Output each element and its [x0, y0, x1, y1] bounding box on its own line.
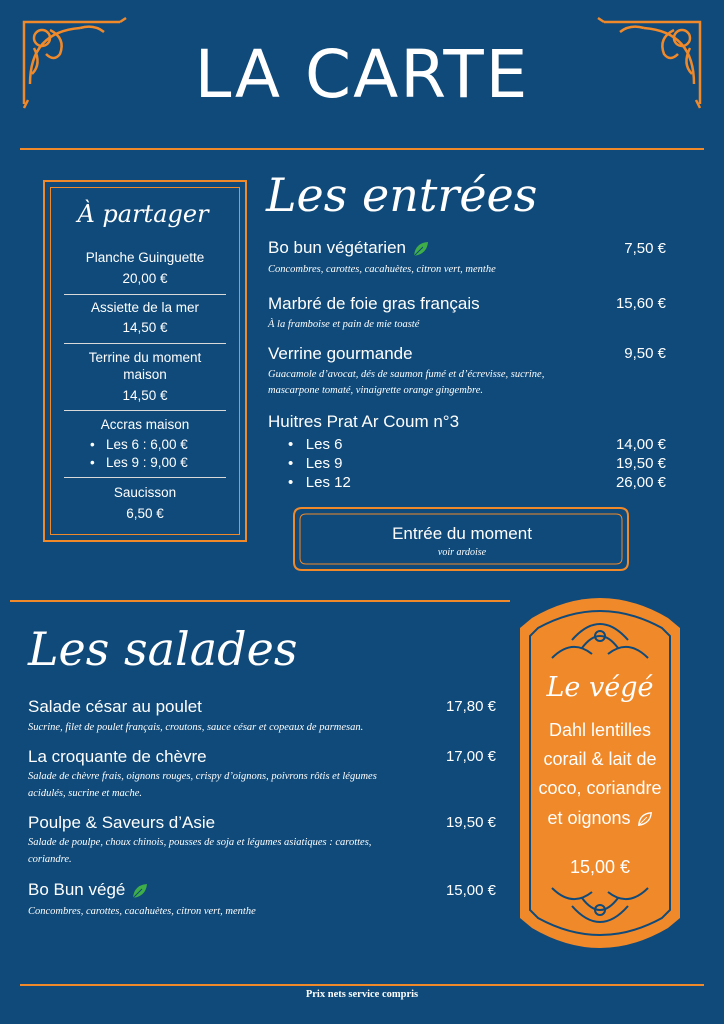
footer-divider [20, 984, 704, 986]
section-divider [10, 600, 510, 602]
vege-description-line: coco, coriandre [538, 778, 662, 798]
entree-name: Marbré de foie gras français [268, 294, 480, 313]
share-price-assiette: 14,50 € [122, 320, 168, 335]
share-accras-6: • Les 6 : 6,00 € [90, 437, 188, 452]
salade-description: Concombres, carottes, cacahuètes, citron vert, menthe [28, 906, 256, 917]
share-divider [64, 477, 226, 478]
salade-price: 19,50 € [445, 814, 496, 831]
salades-heading: Les salades [28, 622, 298, 676]
salade-name: Salade césar au poulet [28, 697, 202, 716]
share-divider [64, 343, 226, 344]
salade-price: 17,80 € [445, 698, 496, 715]
share-divider [64, 410, 226, 411]
salade-name: La croquante de chèvre [28, 747, 207, 766]
salade-description: Salade de poulpe, choux chinois, pousses de soja et légumes asiatiques : carottes, [28, 837, 372, 848]
share-item-planche: Planche Guinguette [85, 250, 205, 265]
share-divider [64, 294, 226, 295]
title-divider [20, 148, 704, 150]
vegan-leaf-icon [637, 811, 653, 827]
entree-price: 7,50 € [624, 240, 666, 257]
salade-price: 15,00 € [445, 882, 496, 899]
entree-name: Bo bun végétarien [268, 238, 430, 258]
entree-description: Concombres, carottes, cacahuètes, citron vert, menthe [268, 264, 496, 275]
entree-price: 15,60 € [615, 295, 666, 312]
huitres-option: • Les 9 [288, 455, 343, 472]
share-price-planche: 20,00 € [122, 271, 168, 286]
entree-name: Verrine gourmande [268, 344, 413, 363]
salade-description-2: acidulés, sucrine et mache. [28, 788, 143, 799]
vege-description-line: corail & lait de [543, 749, 657, 769]
vege-heading: Le végé [546, 672, 654, 703]
vege-description-line: et oignons [512, 808, 688, 829]
share-item-terrine: Terrine du moment [88, 350, 202, 365]
page-title: LA CARTE [194, 36, 530, 113]
moment-title: Entrée du moment [392, 524, 532, 543]
salade-name: Bo Bun végé [28, 880, 149, 900]
entree-price: 9,50 € [624, 345, 666, 362]
entree-description: Guacamole d’avocat, dés de saumon fumé et d’écrevisse, sucrine, [268, 369, 545, 380]
share-item-accras: Accras maison [100, 417, 190, 432]
footer-note: Prix nets service compris [305, 989, 419, 1000]
share-accras-9: • Les 9 : 9,00 € [90, 455, 188, 470]
huitres-option: • Les 12 [288, 474, 351, 491]
vegan-leaf-icon [131, 882, 149, 900]
huitres-option: • Les 6 [288, 436, 343, 453]
entree-description: À la framboise et pain de mie toasté [268, 319, 420, 330]
entree-name: Huitres Prat Ar Coum n°3 [268, 412, 460, 431]
huitres-price: 14,00 € [615, 436, 666, 453]
entree-description-2: mascarpone tomaté, vinaigrette orange gingembre. [268, 385, 484, 396]
share-item-saucisson: Saucisson [113, 485, 177, 500]
huitres-price: 26,00 € [615, 474, 666, 491]
salade-description-2: coriandre. [28, 854, 72, 865]
salade-name: Poulpe & Saveurs d’Asie [28, 813, 216, 832]
huitres-price: 19,50 € [615, 455, 666, 472]
moment-subtitle: voir ardoise [437, 547, 487, 558]
share-price-saucisson: 6,50 € [126, 506, 164, 521]
vege-panel [512, 588, 688, 958]
salade-description: Salade de chèvre frais, oignons rouges, crispy d’oignons, poivrons rôtis et légumes [28, 771, 377, 782]
salade-price: 17,00 € [445, 748, 496, 765]
share-item-terrine-2: maison [123, 367, 167, 382]
share-price-terrine: 14,50 € [122, 388, 168, 403]
vege-description-line: Dahl lentilles [548, 720, 652, 740]
share-item-assiette: Assiette de la mer [90, 300, 200, 315]
salade-description: Sucrine, filet de poulet français, croutons, sauce césar et copeaux de parmesan. [28, 722, 364, 733]
share-heading: À partager [77, 200, 209, 228]
vegan-leaf-icon [412, 240, 430, 258]
entrees-heading: Les entrées [266, 168, 538, 222]
vege-price: 15,00 € [569, 857, 631, 877]
